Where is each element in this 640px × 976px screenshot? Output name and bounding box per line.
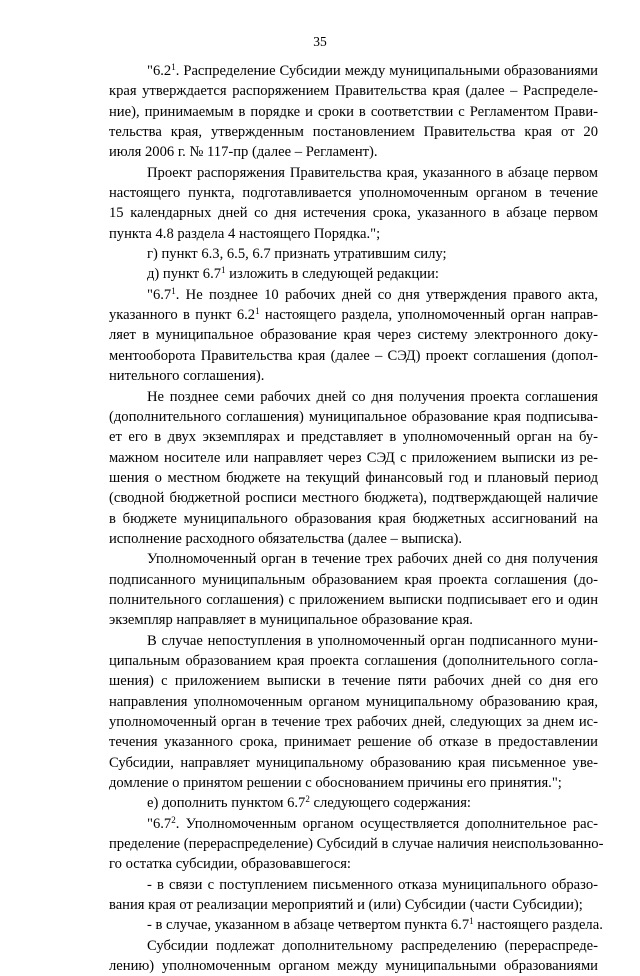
text-line: течения указанного срока, принимает решение об отказе в предоставлении [109, 734, 598, 751]
text-line: (сводной бюджетной росписи местного бюджета), подтверждающей наличие [109, 490, 598, 507]
text-line: подписанного муниципальным образованием края проекта соглашения (до- [109, 571, 598, 588]
page-number: 35 [313, 34, 327, 49]
text-line: "$6.2^1$. Распределение Субсидии между муниципальными образованиями [147, 62, 598, 79]
superscript: 1 [171, 285, 176, 296]
text-line: В случае непоступления в уполномоченный орган подписанного муни- [147, 632, 598, 649]
text-line: домление о принятом решении с обоснованием причины его принятия."; [109, 775, 562, 792]
text-line: "$6.7^1$. Не позднее 10 рабочих дней со дня утверждения правого акта, [147, 285, 598, 303]
superscript: 1 [221, 265, 226, 276]
text-line: нительного соглашения). [109, 368, 265, 385]
text-line: настоящего пункта, подготавливается уполномоченным органом в течение [109, 185, 598, 202]
superscript: 2 [171, 814, 176, 825]
text-line: уполномоченный орган в течение трех рабочих дней, следующих за днем ис- [109, 714, 598, 730]
text-line: (дополнительного соглашения) муниципальное образование края подписыва- [109, 408, 598, 425]
text-line: мажном носителе или направляет через СЭД с приложением выписки из ре- [109, 449, 598, 466]
text-line: ние), принимаемым в порядке и сроки в соответствии с Регламентом Прави- [109, 103, 598, 120]
text-line: д) пункт $6.7^1$ изложить в следующей редакции: [147, 265, 439, 283]
text-line: Проект распоряжения Правительства края, указанного в абзаце первом [147, 164, 598, 181]
text-line: го остатка субсидии, образовавшегося: [109, 856, 351, 873]
text-line: края утверждается распоряжением Правительства края (далее – Распределе- [109, 83, 598, 100]
text-line: июля 2006 г. № 117-пр (далее – Регламент). [109, 144, 378, 161]
text-line: пределение (перераспределение) Субсидий в случае наличия неиспользованно- [109, 836, 604, 853]
text-line: экземпляр направляет в муниципальное образование края. [109, 612, 473, 629]
text-line: лению) уполномоченным органом между муниципальными образованиями [109, 958, 598, 975]
text-line: пункта 4.8 раздела 4 настоящего Порядка."; [109, 225, 381, 242]
text-line: шения) с приложением выписки в течение пяти рабочих дней со дня его [109, 673, 598, 690]
text-line: "$6.7^2$. Уполномоченным органом осуществляется дополнительное рас- [147, 814, 598, 832]
text-line: - в случае, указанном в абзаце четвертом пункта $6.7^1$ настоящего раздела. [147, 916, 603, 934]
text-line: - в связи с поступлением письменного отказа муниципального образо- [147, 876, 598, 893]
superscript: 1 [255, 306, 260, 317]
text-line: ляет в муниципальное образование края через систему электронного доку- [109, 327, 598, 344]
text-line: Не позднее семи рабочих дней со дня получения проекта соглашения [147, 388, 598, 405]
document-body [109, 61, 604, 976]
text-line: е) дополнить пунктом $6.7^2$ следующего содержания: [147, 794, 471, 812]
text-line: Субсидии подлежат дополнительному распределению (перераспреде- [147, 937, 598, 954]
text-line: указанного в пункт $6.2^1$ настоящего раздела, уполномоченный орган направ- [109, 306, 598, 324]
text-line: в бюджете муниципального образования края бюджетных ассигнований на [109, 510, 598, 527]
text-line: ципальным образованием края проекта соглашения (дополнительного согла- [109, 652, 598, 669]
text-line: направления уполномоченным органом муниципальному образованию края, [109, 693, 598, 710]
text-line: ментооборота Правительства края (далее – СЭД) проект соглашения (допол- [109, 347, 598, 364]
text-line: Уполномоченный орган в течение трех рабочих дней со дня получения [147, 551, 598, 568]
text-line: тельства края, утвержденным постановлением Правительства края от 20 [109, 124, 598, 141]
text-line: г) пункт 6.3, 6.5, 6.7 признать утратившим силу; [147, 246, 447, 263]
text-line: ет его в двух экземплярах и представляет в уполномоченный орган на бу- [109, 429, 598, 446]
text-line: вания края от реализации мероприятий и (или) Субсидии (части Субсидии); [109, 897, 583, 914]
text-line: Субсидии, направляет муниципальному образованию края письменное уве- [109, 754, 598, 771]
superscript: 2 [305, 794, 310, 805]
text-line: 15 календарных дней со дня истечения срока, указанного в абзаце первом [109, 205, 598, 222]
superscript: 1 [171, 62, 176, 72]
text-line: шения о местном бюджете на текущий финансовый год и плановый период [109, 469, 598, 486]
text-line: исполнение расходного обязательства (далее – выписка). [109, 530, 463, 547]
superscript: 1 [469, 916, 474, 927]
text-line: полнительного соглашения) с приложением выписки подписывает его и один [109, 591, 598, 608]
